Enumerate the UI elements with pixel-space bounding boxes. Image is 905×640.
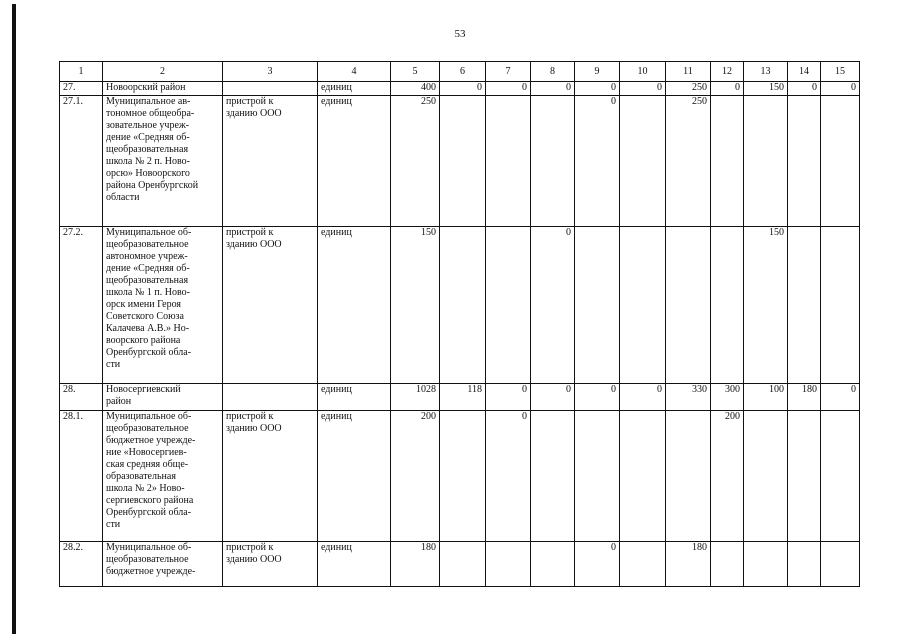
total-value: 200 [391,411,440,542]
value-col-10 [620,227,666,384]
value-col-8: 0 [531,82,575,96]
work-type: пристрой к зданию ООО [223,96,318,227]
row-number: 27. [60,82,103,96]
value-col-11 [666,227,711,384]
value-col-6 [440,227,486,384]
value-col-9: 0 [575,542,620,587]
work-type [223,384,318,411]
column-header: 12 [711,62,744,82]
total-value: 400 [391,82,440,96]
value-col-9: 0 [575,384,620,411]
unit: единиц [318,96,391,227]
value-col-13 [744,411,788,542]
value-col-11: 330 [666,384,711,411]
value-col-7: 0 [486,384,531,411]
value-col-7 [486,96,531,227]
unit: единиц [318,411,391,542]
unit: единиц [318,542,391,587]
table-row [60,82,860,96]
column-header: 14 [788,62,821,82]
value-col-10 [620,96,666,227]
row-number: 27.2. [60,227,103,384]
column-header: 6 [440,62,486,82]
work-type: пристрой к зданию ООО [223,227,318,384]
row-number: 28.1. [60,411,103,542]
value-col-12: 0 [711,82,744,96]
total-value: 250 [391,96,440,227]
column-header: 8 [531,62,575,82]
value-col-7 [486,227,531,384]
work-type [223,82,318,96]
table-row [60,384,860,411]
value-col-7 [486,542,531,587]
organization-name: Новоорский район [103,82,223,96]
column-header: 10 [620,62,666,82]
value-col-9: 0 [575,96,620,227]
table-row [60,227,860,384]
value-col-13: 150 [744,227,788,384]
value-col-6 [440,411,486,542]
value-col-9 [575,227,620,384]
table-row [60,96,860,227]
value-col-15 [821,96,860,227]
value-col-12: 300 [711,384,744,411]
value-col-14: 180 [788,384,821,411]
column-header: 9 [575,62,620,82]
value-col-11: 250 [666,96,711,227]
column-header: 3 [223,62,318,82]
value-col-9 [575,411,620,542]
value-col-13 [744,542,788,587]
value-col-15: 0 [821,82,860,96]
value-col-14 [788,542,821,587]
work-type: пристрой к зданию ООО [223,411,318,542]
value-col-12 [711,96,744,227]
column-header: 11 [666,62,711,82]
organization-name: Муниципальное об- щеобразовательное автономное учреж- дение «Средняя об- щеобразовательная школа № 1 п. Ново- орск имени Героя Советского Союза Калачева А.В.» Но- воорского района Оренбургской обла- сти [103,227,223,384]
value-col-8: 0 [531,384,575,411]
value-col-15 [821,542,860,587]
value-col-8 [531,411,575,542]
value-col-10: 0 [620,82,666,96]
value-col-15: 0 [821,384,860,411]
value-col-12 [711,542,744,587]
page-number: 53 [454,28,466,40]
organization-name: Новосергиевский район [103,384,223,411]
value-col-6 [440,542,486,587]
value-col-14 [788,96,821,227]
value-col-8: 0 [531,227,575,384]
value-col-14 [788,411,821,542]
value-col-15 [821,411,860,542]
total-value: 150 [391,227,440,384]
unit: единиц [318,384,391,411]
value-col-10 [620,542,666,587]
value-col-12 [711,227,744,384]
row-number: 27.1. [60,96,103,227]
total-value: 1028 [391,384,440,411]
value-col-11: 180 [666,542,711,587]
value-col-6: 118 [440,384,486,411]
column-header: 4 [318,62,391,82]
value-col-14: 0 [788,82,821,96]
value-col-7: 0 [486,82,531,96]
value-col-13 [744,96,788,227]
value-col-6 [440,96,486,227]
table-row [60,542,860,587]
column-header: 5 [391,62,440,82]
value-col-10: 0 [620,384,666,411]
column-header: 13 [744,62,788,82]
total-value: 180 [391,542,440,587]
organization-name: Муниципальное ав- тономное общеобра- зовательное учреж- дение «Средняя об- щеобразовательная школа № 2 п. Ново- орсю» Новоорского района Оренбургской области [103,96,223,227]
value-col-15 [821,227,860,384]
column-header: 1 [60,62,103,82]
value-col-13: 100 [744,384,788,411]
organization-name: Муниципальное об- щеобразовательное бюджетное учрежде- ние «Новосергиев- ская средняя обще- образовательная школа № 2» Ново- сергиевского района Оренбургской обла- сти [103,411,223,542]
value-col-10 [620,411,666,542]
unit: единиц [318,227,391,384]
value-col-7: 0 [486,411,531,542]
unit: единиц [318,82,391,96]
value-col-12: 200 [711,411,744,542]
value-col-6: 0 [440,82,486,96]
page-edge-bar [12,4,16,634]
organization-name: Муниципальное об- щеобразовательное бюджетное учрежде- [103,542,223,587]
column-header: 2 [103,62,223,82]
column-header: 15 [821,62,860,82]
value-col-11: 250 [666,82,711,96]
value-col-13: 150 [744,82,788,96]
value-col-11 [666,411,711,542]
value-col-14 [788,227,821,384]
data-table [59,61,860,587]
table-row [60,411,860,542]
table-header-row [60,62,860,82]
column-header: 7 [486,62,531,82]
value-col-8 [531,96,575,227]
value-col-9: 0 [575,82,620,96]
row-number: 28.2. [60,542,103,587]
row-number: 28. [60,384,103,411]
work-type: пристрой к зданию ООО [223,542,318,587]
value-col-8 [531,542,575,587]
